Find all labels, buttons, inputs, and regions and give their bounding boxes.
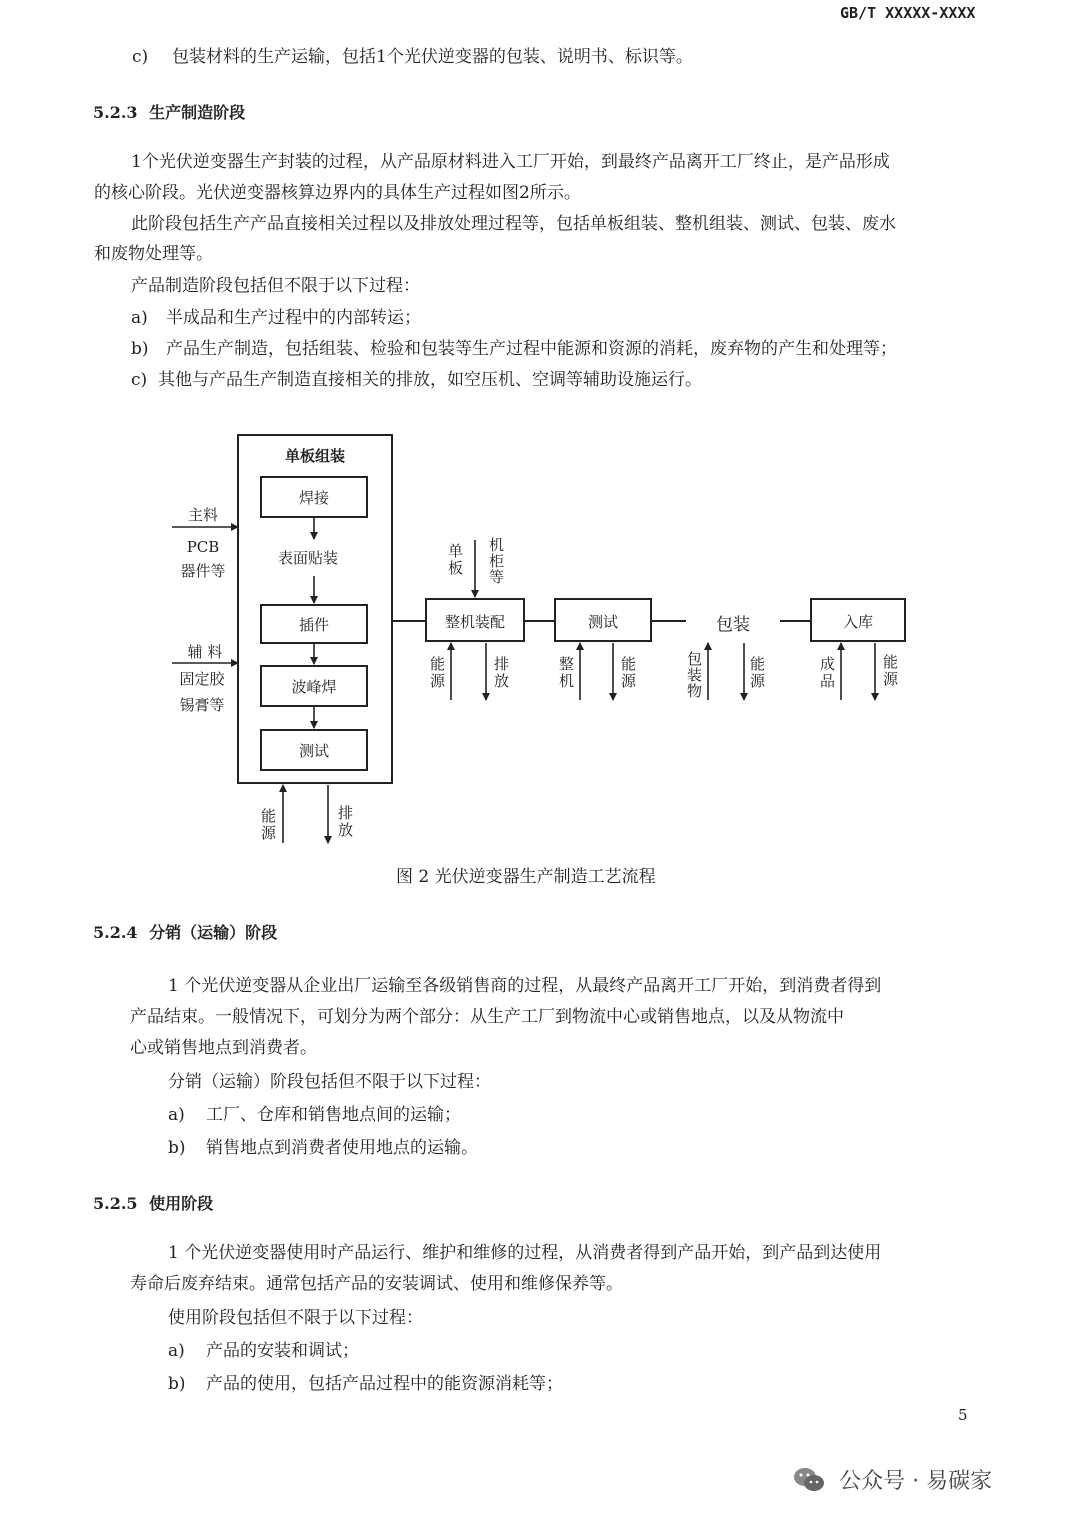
board-assembly-title: 单板组装: [284, 447, 346, 465]
paragraph-line: 和废物处理等。: [94, 244, 213, 264]
pack-label: 包装: [716, 615, 750, 635]
input-label: 成品: [818, 656, 836, 690]
aux-input-item: 固定胶: [179, 670, 225, 688]
step-label: 波峰焊: [291, 678, 337, 696]
energy-label: 能源: [619, 656, 637, 690]
list-item-text: 包装材料的生产运输，包括1个光伏逆变器的包装、说明书、标识等。: [172, 47, 693, 67]
paragraph-line: 1 个光伏逆变器使用时产品运行、维护和维修的过程，从消费者得到产品开始，到产品到达使用: [168, 1243, 882, 1263]
list-marker: b): [131, 339, 149, 359]
step-label: 焊接: [298, 489, 330, 507]
main-input-label: 主料: [187, 506, 219, 524]
list-item-text: 工厂、仓库和销售地点间的运输；: [206, 1105, 461, 1125]
watermark-text: 公众号 · 易碳家: [839, 1469, 993, 1494]
input-label: 包装物: [685, 651, 703, 699]
energy-label: 能源: [428, 656, 446, 690]
paragraph-line: 产品结束。一般情况下，可划分为两个部分：从生产工厂到物流中心或销售地点，以及从物流中: [130, 1007, 844, 1027]
section-title: 分销（运输）阶段: [149, 923, 278, 942]
paragraph-line: 分销（运输）阶段包括但不限于以下过程：: [168, 1072, 491, 1092]
section-5-2-5-heading: [93, 1191, 213, 1214]
energy-label: 能源: [748, 656, 766, 690]
step-label: 测试: [298, 742, 330, 760]
step-label: 表面贴装: [277, 549, 339, 567]
test-label: 测试: [587, 613, 619, 631]
paragraph-line: 1个光伏逆变器生产封装的过程，从产品原材料进入工厂开始，到最终产品离开工厂终止，是产品形成: [131, 152, 890, 172]
list-marker: c): [132, 47, 149, 67]
paragraph-line: 使用阶段包括但不限于以下过程：: [168, 1308, 423, 1328]
step-label: 插件: [298, 616, 330, 634]
section-5-2-4-heading: [93, 920, 277, 943]
section-number: 5.2.3: [93, 103, 138, 122]
energy-label: 能源: [259, 808, 277, 842]
main-input-item: 器件等: [180, 562, 226, 580]
energy-label: 能源: [881, 654, 899, 688]
section-number: 5.2.5: [93, 1194, 138, 1213]
list-item-text: 其他与产品生产制造直接相关的排放，如空压机、空调等辅助设施运行。: [158, 370, 702, 390]
list-item-text: 产品的安装和调试；: [206, 1341, 359, 1361]
section-number: 5.2.4: [93, 923, 138, 942]
section-title: 生产制造阶段: [149, 103, 246, 122]
assembly-label: 整机装配: [444, 613, 506, 631]
input-label: 整机: [557, 656, 575, 690]
paragraph-line: 的核心阶段。光伏逆变器核算边界内的具体生产过程如图2所示。: [94, 183, 581, 203]
figure-caption: 图 2 光伏逆变器生产制造工艺流程: [396, 867, 656, 887]
list-marker: a): [168, 1341, 185, 1361]
standard-code: GB/T XXXXX-XXXX: [840, 4, 976, 22]
list-marker: c): [131, 370, 148, 390]
input-label: 单板: [446, 543, 464, 577]
wechat-icon: [792, 1465, 826, 1495]
list-item-text: 产品生产制造，包括组装、检验和包装等生产过程中能源和资源的消耗，废弃物的产生和处理等；: [166, 339, 897, 359]
list-item-text: 销售地点到消费者使用地点的运输。: [206, 1138, 478, 1158]
paragraph-line: 寿命后废弃结束。通常包括产品的安装调试、使用和维修保养等。: [130, 1274, 623, 1294]
list-marker: a): [131, 308, 148, 328]
list-item-text: 产品的使用，包括产品过程中的能资源消耗等；: [206, 1374, 563, 1394]
aux-input-label: 辅 料: [187, 643, 223, 661]
page-number: 5: [958, 1406, 968, 1424]
list-marker: a): [168, 1105, 185, 1125]
paragraph-line: 此阶段包括生产产品直接相关过程以及排放处理过程等，包括单板组装、整机组装、测试、包装、废水: [131, 214, 896, 234]
section-title: 使用阶段: [149, 1194, 214, 1213]
input-label: 机柜等: [487, 537, 505, 585]
emission-label: 排放: [492, 656, 510, 690]
list-item-text: 半成品和生产过程中的内部转运；: [166, 308, 421, 328]
watermark: [792, 1464, 992, 1495]
paragraph-line: 心或销售地点到消费者。: [130, 1038, 317, 1058]
list-marker: b): [168, 1138, 186, 1158]
paragraph-line: 1 个光伏逆变器从企业出厂运输至各级销售商的过程，从最终产品离开工厂开始，到消费者得到: [168, 976, 882, 996]
list-marker: b): [168, 1374, 186, 1394]
emission-label: 排放: [336, 805, 354, 839]
aux-input-item: 锡膏等: [179, 696, 225, 714]
main-input-item: PCB: [186, 538, 220, 556]
paragraph-line: 产品制造阶段包括但不限于以下过程：: [131, 276, 420, 296]
storage-label: 入库: [842, 613, 874, 631]
